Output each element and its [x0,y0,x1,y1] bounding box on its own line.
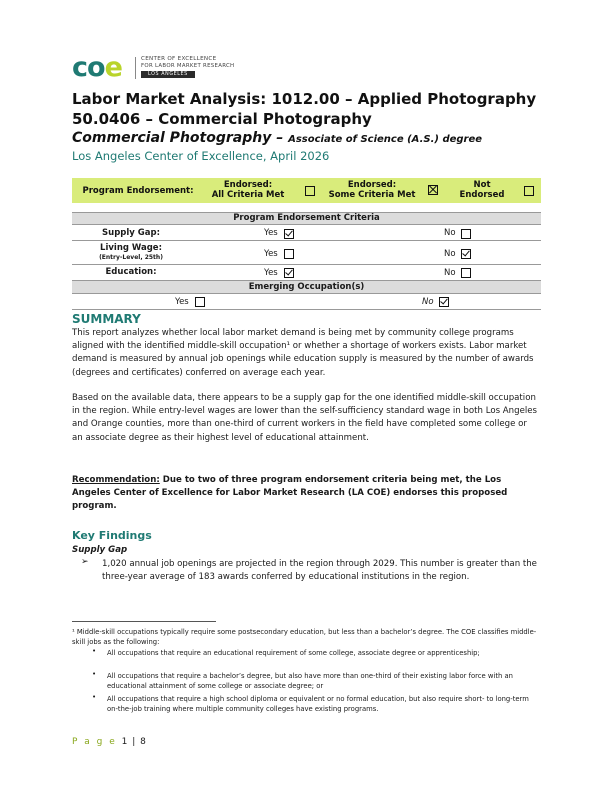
page-label: P a g e [72,737,117,747]
logo-letters [72,52,122,83]
education-yes-checkbox[interactable] [284,268,294,278]
opt2-line1: Endorsed: [347,180,397,190]
logo-letter-c: c [72,52,88,83]
finding-bullet-1: 1,020 annual job openings are projected in the region through 2029. This number is greater than the three-year average of 183 awards conferred by educational institutions in the region. [102,559,537,583]
footnote-item-1: All occupations that require an educational requirement of some college, associate degree or apprenticeship; [107,649,480,657]
footnote-item-3: All occupations that require a high school diploma or equivalent or no formal education, but also require short- to long-term on-the-job training where multiple community colleges have existing programs. [107,695,529,714]
living-wage-sublabel: (Entry-Level, 25th) [99,254,163,261]
education-no-label: No [444,268,456,278]
education-no-checkbox[interactable] [461,268,471,278]
footnote-item-2: All occupations that require a bachelor’s degree, but also have more than one-third of their existing labor force with an educational attainment of some college or associate degree; or [107,672,513,691]
key-findings-heading: Key Findings [72,529,152,542]
supply-gap-no-checkbox[interactable] [461,229,471,239]
logo-text [141,56,234,78]
recommendation-label: Recommendation: [72,475,160,485]
living-wage-no-label: No [444,249,456,259]
logo-letter-o: o [87,52,105,83]
endorsed-all-checkbox[interactable] [305,186,315,196]
center-and-date: Los Angeles Center of Excellence, April 2026 [72,149,330,163]
footnote-intro: ¹ Middle-skill occupations typically require some postsecondary education, but less than a bachelor’s degree. The COE classifies middle-skill jobs as the following: [72,628,537,647]
opt3-line2: Endorsed [459,190,505,200]
footnote-bullet-icon: • [92,647,97,655]
criteria-heading: Program Endorsement Criteria [72,212,541,224]
endorsed-all-label [208,180,288,200]
living-wage-label-text: Living Wage: [100,243,162,253]
emerging-occupation-heading: Emerging Occupation(s) [72,281,541,293]
logo-divider [135,57,136,79]
endorsed-some-checkbox[interactable] [428,185,438,195]
endorsement-label: Program Endorsement: [82,186,194,196]
opt3-line1: Not [473,180,491,190]
degree-type: Associate of Science (A.S.) degree [288,134,483,145]
recommendation [72,474,540,514]
supply-gap-subheading: Supply Gap [72,545,128,555]
not-endorsed-label [457,180,507,200]
page-count: 1 | 8 [121,737,147,747]
page-number [72,737,147,747]
supply-gap-label: Supply Gap: [102,228,160,238]
emerging-yes-label: Yes [175,297,189,307]
logo-band: LOS ANGELES [141,71,195,78]
opt2-line2: Some Criteria Met [328,190,416,200]
not-endorsed-checkbox[interactable] [524,186,534,196]
endorsed-some-label [327,180,417,200]
living-wage-yes-checkbox[interactable] [284,249,294,259]
logo-line2: FOR LABOR MARKET RESEARCH [141,63,235,69]
footnote-rule [72,621,216,622]
opt1-line2: All Criteria Met [211,190,285,200]
summary-paragraph-2: Based on the available data, there appears to be a supply gap for the one identified middle-skill occupation in the region. While entry-level wages are lower than the self-sufficiency standard wage in both Los Angeles and Orange counties, more than one-third of current workers in the field have completed some college or an associate degree as their highest level of educational attainment. [72,393,538,443]
recommendation-text: Due to two of three program endorsement criteria being met, the Los Angeles Center of Excellence for Labor Market Research (LA COE) endorses this proposed program. [72,475,508,512]
report-title-line1: Labor Market Analysis: 1012.00 – Applied Photography [72,90,537,108]
emerging-yes-checkbox[interactable] [195,297,205,307]
logo-letter-e: e [104,52,122,83]
living-wage-label [72,243,190,263]
program-name: Commercial Photography – [72,130,289,146]
supply-gap-no-label: No [444,228,456,238]
table-rule [72,224,541,225]
footnote-bullet-icon: • [92,670,97,678]
table-rule [72,293,541,294]
table-rule [72,309,541,310]
logo-line1: CENTER OF EXCELLENCE [141,56,217,62]
coe-logo [72,52,235,83]
summary-heading: SUMMARY [72,312,141,326]
emerging-no-checkbox[interactable] [439,297,449,307]
opt1-line1: Endorsed: [223,180,273,190]
summary-paragraph-1: This report analyzes whether local labor market demand is being met by community college programs aligned with the identified middle-skill occupation¹ or whether a shortage of workers exists. Labor market demand is measured by annual job openings while education supply is measured by the number of awards (degrees and certificates) conferred on average each year. [72,328,534,378]
arrow-bullet-icon: ➢ [81,557,89,567]
education-label: Education: [105,267,157,277]
living-wage-no-checkbox[interactable] [461,249,471,259]
table-rule [72,240,541,241]
table-rule [72,212,541,213]
education-yes-label: Yes [264,268,278,278]
table-rule [72,264,541,265]
supply-gap-yes-checkbox[interactable] [284,229,294,239]
emerging-no-label: No [422,297,434,307]
footnote-bullet-icon: • [92,693,97,701]
report-title-line2: 50.0406 – Commercial Photography [72,110,372,128]
living-wage-yes-label: Yes [264,249,278,259]
program-endorsement-bar [72,178,541,203]
supply-gap-yes-label: Yes [264,228,278,238]
program-subtitle [72,130,482,146]
